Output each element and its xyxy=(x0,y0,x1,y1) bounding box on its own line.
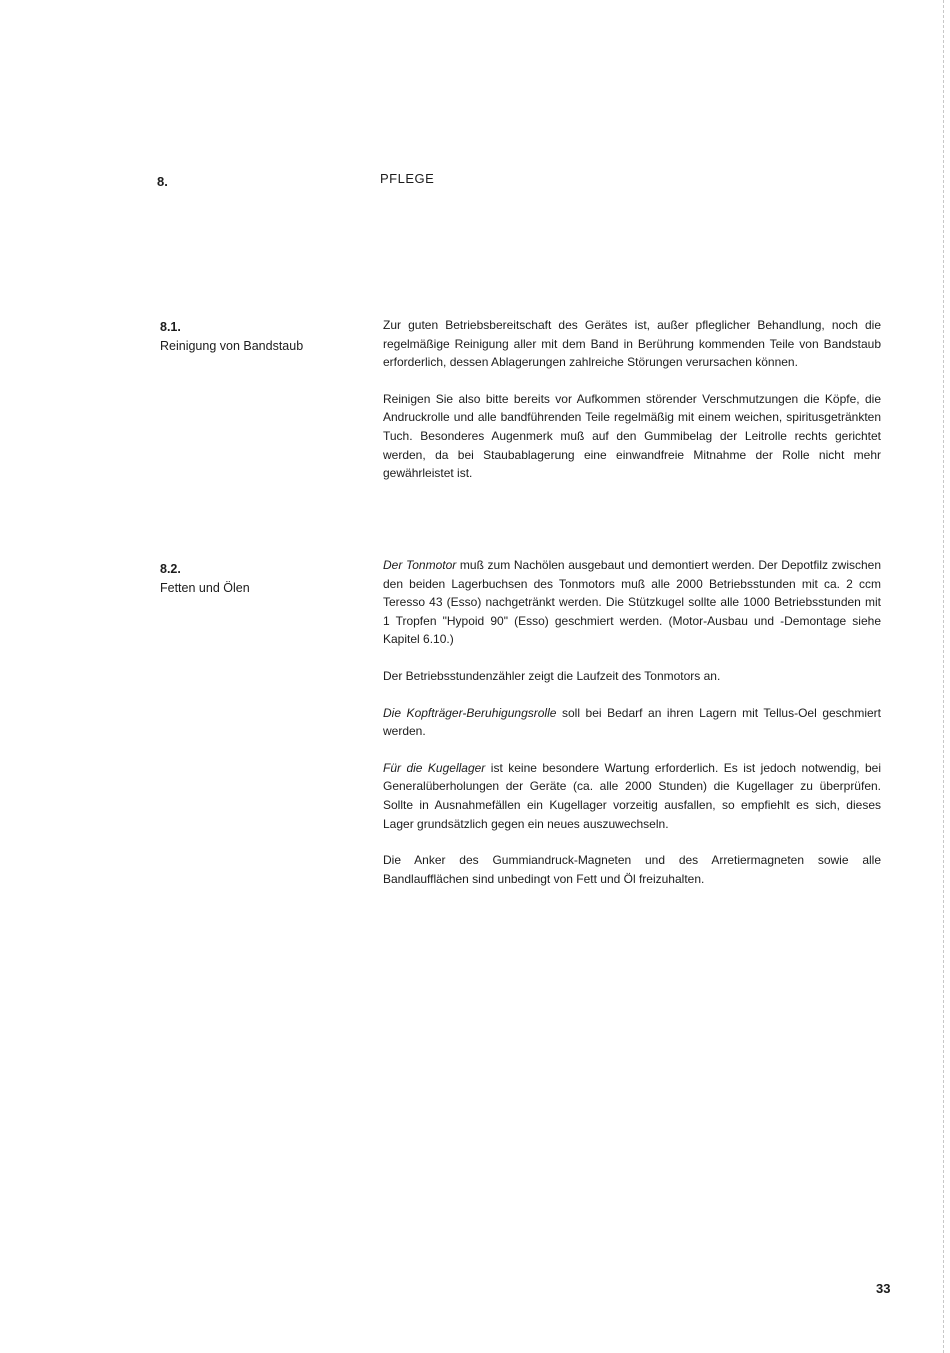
paragraph xyxy=(383,759,881,833)
paragraph xyxy=(383,667,881,686)
subsection-body-8-1 xyxy=(383,316,881,501)
paragraph-text: ist keine besondere Wartung erforderlich. Es ist jedoch notwendig, bei Generalüberholungen der Geräte (ca. alle 2000 Stunden) die Kugellager zu überprüfen. Sollte in Ausnahmefällen ein Kugellager vorzeitig ausfallen, so empfiehlt es sich, dieses Lager grundsätzlich gegen ein neues auszuwechseln. xyxy=(383,760,881,831)
paragraph-lead: Für die Kugellager xyxy=(383,760,486,775)
paragraph-text: muß zum Nachölen ausgebaut und demontiert werden. Der Depotfilz zwischen den beiden Lagerbuchsen des Tonmotors muß alle 2000 Betriebsstunden mit ca. 2 ccm Teresso 43 (Esso) nachgetränkt werden. Die Stützkugel sollte alle 1000 Betriebsstunden mit 1 Tropfen "Hypoid 90" (Esso) geschmiert werden. (Motor-Ausbau und -Demontage siehe Kapitel 6.10.) xyxy=(383,558,882,647)
paragraph-text: Die Anker des Gummiandruck-Magneten und des Arretiermagneten sowie alle Bandlaufflächen sind unbedingt von Fett und Öl freizuhalten. xyxy=(383,853,881,886)
subsection-number: 8.2. xyxy=(160,562,181,576)
subsection-body-8-2 xyxy=(383,556,881,906)
paragraph: Zur guten Betriebsbereitschaft des Gerätes ist, außer pfleglicher Behandlung, noch die regelmäßige Reinigung aller mit dem Band in Berührung kommenden Teile von Bandstaub erforderlich, dessen Ablagerungen zahlreiche Störungen verursachen können. xyxy=(383,318,881,370)
paragraph xyxy=(383,556,881,649)
paragraph-lead: Die Kopfträger-Beruhigungsrolle xyxy=(383,705,557,720)
subsection-title: Reinigung von Bandstaub xyxy=(160,339,304,353)
paragraph: Reinigen Sie also bitte bereits vor Aufkommen störender Verschmutzungen die Köpfe, die Andruckrolle und alle bandführenden Teile regelmäßig mit einem weichen, spiritusgetränkten Tuch. Besonderes Augenmerk muß auf den Gummibelag der Leitrolle rechts gerichtet werden, da bei Staubablagerung eine einwandfreie Mitnahme der Rolle nicht mehr gewährleistet ist. xyxy=(383,391,881,481)
paragraph xyxy=(383,851,881,888)
paragraph-lead: Der Tonmotor xyxy=(383,558,457,572)
page-number: 33 xyxy=(876,1281,891,1296)
subsection-heading-8-1 xyxy=(160,318,303,356)
paragraph-text: soll bei Bedarf an ihren Lagern mit Tellus-Oel geschmiert werden. xyxy=(383,705,881,739)
section-title: PFLEGE xyxy=(380,171,435,186)
subsection-heading-8-2 xyxy=(160,560,250,598)
subsection-number: 8.1. xyxy=(160,320,181,334)
paragraph xyxy=(383,704,881,741)
subsection-title: Fetten und Ölen xyxy=(160,581,250,595)
paragraph-text: Der Betriebsstundenzähler zeigt die Laufzeit des Tonmotors an. xyxy=(383,668,721,683)
section-number: 8. xyxy=(157,174,168,189)
page-edge-scan-line xyxy=(943,0,950,1353)
